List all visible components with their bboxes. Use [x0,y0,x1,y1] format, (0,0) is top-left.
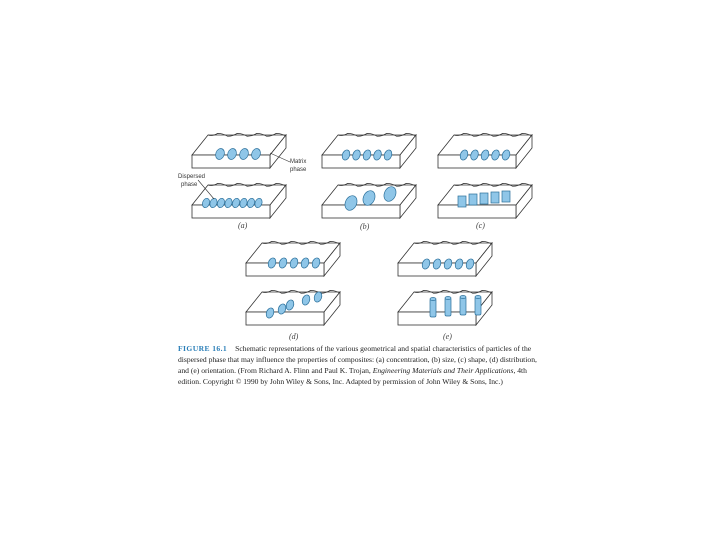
slab-front-face [322,205,400,218]
particle-cap [430,298,436,301]
dispersed-phase-label-1: Dispersed [178,174,206,180]
dispersed-particle [430,299,436,317]
label-c: (c) [476,221,485,230]
slab-front-face [246,312,324,325]
slab-b-bottom [322,183,416,218]
label-b: (b) [360,222,370,231]
particle-cap [445,297,451,300]
slab-e-top [398,241,492,276]
particle-cap [475,296,481,299]
slab-b-top [322,133,416,168]
slab-a-top [192,133,286,168]
dispersed-particle [475,297,481,315]
dispersed-particle [469,194,477,205]
slab-front-face [438,205,516,218]
figure-number: FIGURE 16.1 [178,344,228,353]
dispersed-particle [445,298,451,316]
figure-caption [178,343,548,387]
slab-c-bottom [438,183,532,218]
dispersed-particle [458,196,466,207]
label-a: (a) [238,221,248,230]
slab-c-top [438,133,532,168]
caption-text-1: Schematic representations of the various geometrical and spatial characteristics of particles of the dispersed phase that may influence the properties of composites: (a) concentration, (b) size, (c) shape, (d) distribution, and (e) orientation. (From Richard A. Flinn and Paul K. Trojan, [178,344,537,376]
caption-text-2: , 4th edition. Copyright © 1990 by John Wiley & Sons, Inc. Adapted by permission of John Wiley & Sons, Inc.) [178,366,527,387]
matrix-phase-label-1: Matrix [290,159,307,165]
slab-d-top [246,241,340,276]
slab-e-bottom [398,290,492,325]
slab-a-bottom [192,183,286,218]
caption-book-title: Engineering Materials and Their Applications [372,366,514,376]
label-e: (e) [443,332,452,341]
label-d: (d) [289,332,299,341]
particle-cap [460,296,466,299]
matrix-phase-label-2: phase [290,167,307,173]
dispersed-particle [502,191,510,202]
dispersed-particle [491,192,499,203]
dispersed-phase-label-2: phase [181,182,198,188]
dispersed-particle [480,193,488,204]
slab-d-bottom [246,290,340,325]
dispersed-particle [460,297,466,315]
